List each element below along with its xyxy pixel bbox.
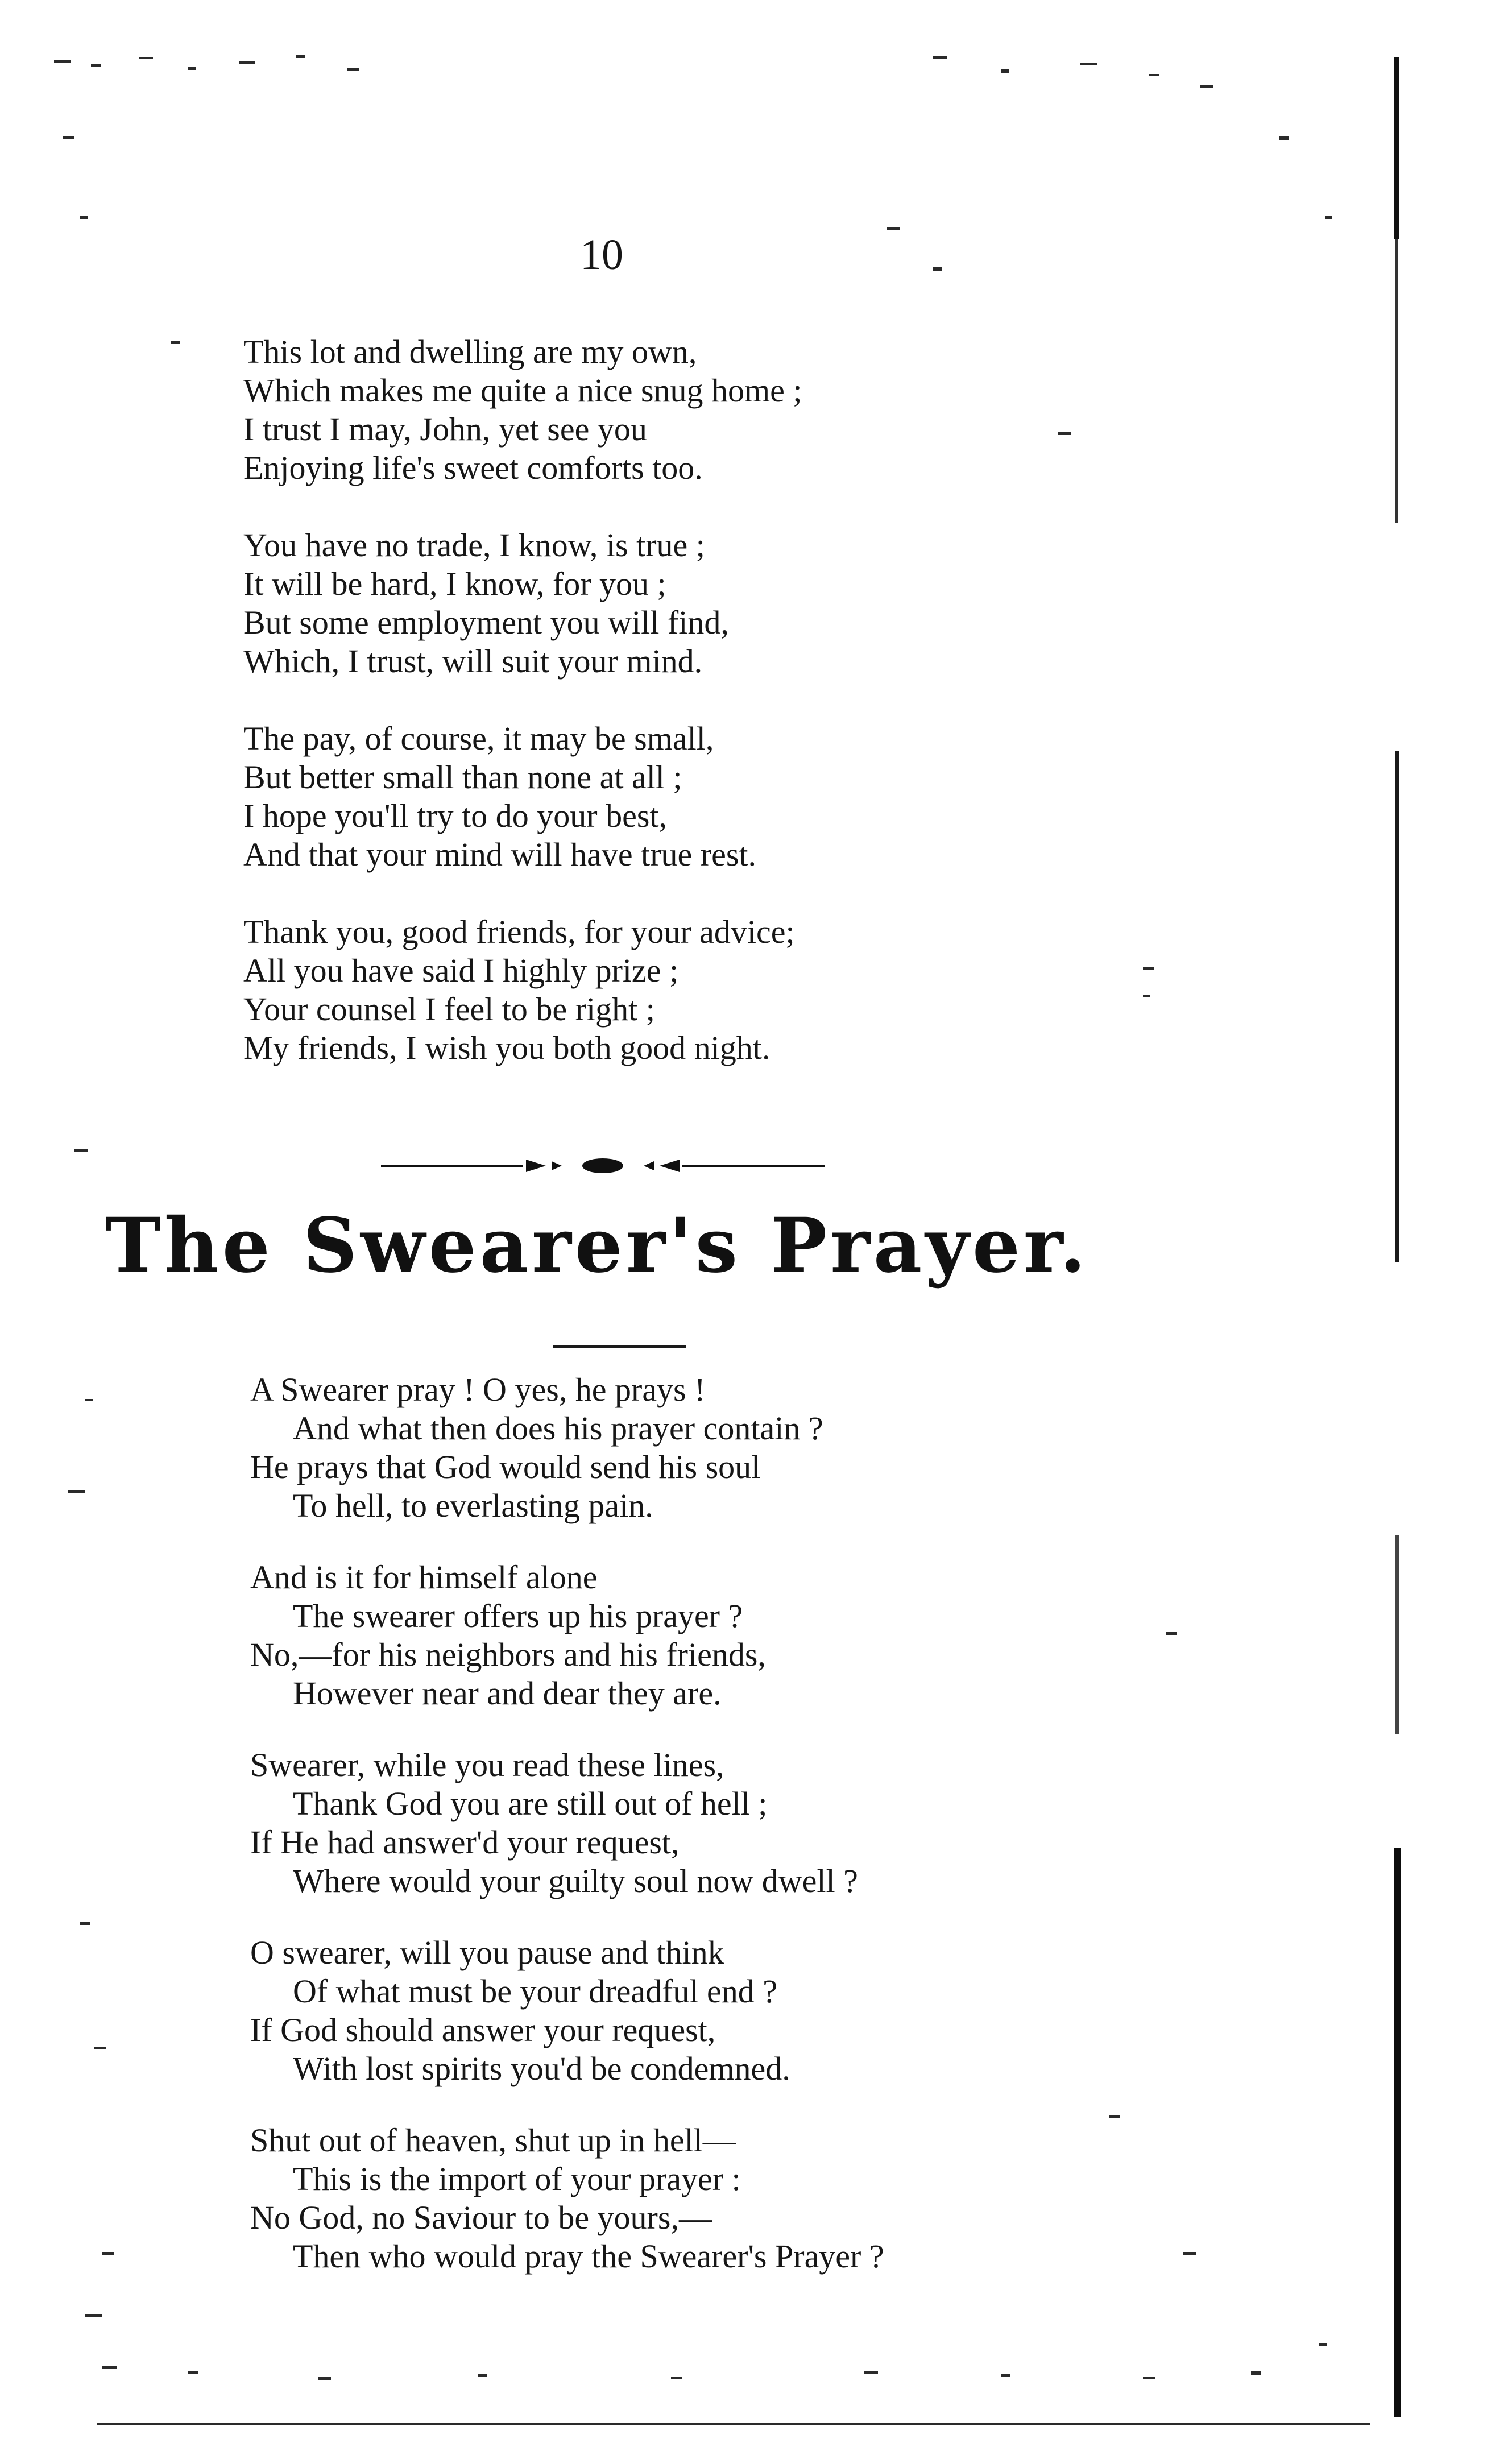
verse-line: Thank God you are still out of hell ; [293, 1785, 768, 1822]
poem-one-stanza [243, 719, 756, 874]
page-number: 10 [580, 231, 623, 279]
verse-line: I trust I may, John, yet see you [243, 411, 647, 448]
poem-one-stanza [243, 913, 795, 1067]
verse-line: Where would your guilty soul now dwell ? [293, 1862, 858, 1899]
poem-two-stanza [250, 1933, 790, 2088]
verse-line: With lost spirits you'd be condemned. [293, 2050, 790, 2087]
verse-line: No,—for his neighbors and his friends, [250, 1636, 766, 1673]
verse-line: If God should answer your request, [250, 2011, 716, 2048]
poem-two-stanza [250, 1558, 766, 1713]
verse-line: Which, I trust, will suit your mind. [243, 643, 703, 680]
verse-line: No God, no Saviour to be yours,— [250, 2199, 712, 2236]
verse-line: And what then does his prayer contain ? [293, 1410, 823, 1447]
title-underline-rule [553, 1345, 686, 1348]
verse-line: A Swearer pray ! O yes, he prays ! [250, 1371, 706, 1408]
verse-line: If He had answer'd your request, [250, 1824, 680, 1861]
verse-line: And that your mind will have true rest. [243, 836, 757, 873]
verse-line: Your counsel I feel to be right ; [243, 991, 655, 1028]
page-edge-binding-line [1387, 57, 1405, 2417]
verse-line: However near and dear they are. [293, 1675, 722, 1712]
verse-line: This is the import of your prayer : [293, 2160, 741, 2197]
poem-one-stanza [243, 333, 802, 487]
verse-line: It will be hard, I know, for you ; [243, 565, 666, 602]
verse-line: Then who would pray the Swearer's Prayer ? [293, 2238, 884, 2275]
poem-two-stanza [250, 1371, 823, 1525]
verse-line: Enjoying life's sweet comforts too. [243, 449, 703, 486]
verse-line: Thank you, good friends, for your advice; [243, 913, 795, 950]
ornament-divider [381, 1152, 825, 1180]
verse-line: He prays that God would send his soul [250, 1448, 761, 1485]
verse-line: I hope you'll try to do your best, [243, 797, 668, 834]
verse-line: The pay, of course, it may be small, [243, 720, 714, 757]
verse-line: To hell, to everlasting pain. [293, 1487, 653, 1524]
verse-line: But some employment you will find, [243, 604, 729, 641]
verse-line: And is it for himself alone [250, 1559, 598, 1596]
verse-line: My friends, I wish you both good night. [243, 1029, 771, 1066]
verse-line: O swearer, will you pause and think [250, 1934, 724, 1971]
verse-line: You have no trade, I know, is true ; [243, 527, 705, 564]
verse-line: All you have said I highly prize ; [243, 952, 679, 989]
verse-line: Shut out of heaven, shut up in hell— [250, 2122, 736, 2159]
verse-line: Swearer, while you read these lines, [250, 1746, 724, 1783]
verse-line: Of what must be your dreadful end ? [293, 1973, 778, 2010]
verse-line: The swearer offers up his prayer ? [293, 1597, 743, 1634]
poem-two-stanza [250, 1746, 858, 1901]
verse-line: Which makes me quite a nice snug home ; [243, 372, 802, 409]
poem-title: The Swearer's Prayer. [105, 1202, 1090, 1290]
verse-line: This lot and dwelling are my own, [243, 333, 697, 370]
poem-one-stanza [243, 526, 729, 681]
verse-line: But better small than none at all ; [243, 759, 682, 796]
poem-two-stanza [250, 2121, 884, 2276]
